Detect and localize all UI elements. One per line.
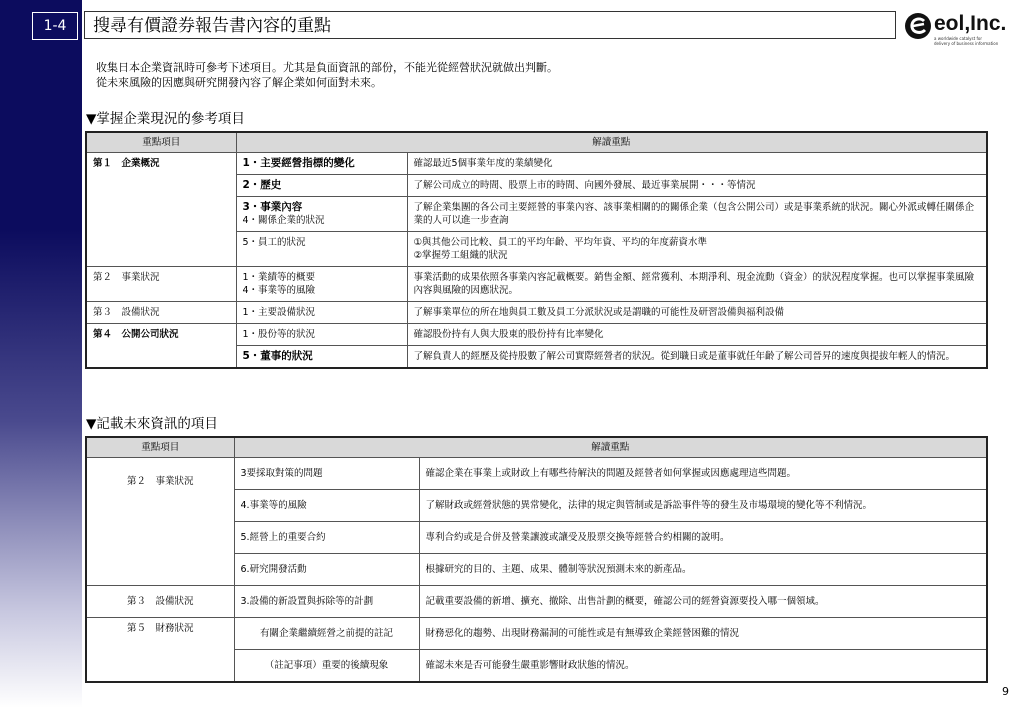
desc-cell: 確認最近5個事業年度的業績變化 — [407, 153, 987, 175]
header-item: 重點項目 — [86, 437, 234, 458]
table-row — [86, 324, 987, 346]
group-label: 第４ 公開公司狀況 — [86, 324, 236, 369]
desc-cell: 根據研究的目的、主題、成果、體制等狀況預測未來的新產品。 — [419, 553, 987, 585]
desc-cell: 確認企業在事業上或財政上有哪些待解決的問題及經營者如何掌握或因應處理這些問題。 — [419, 458, 987, 490]
section-title-current: ▼掌握企業現況的參考項目 — [86, 111, 245, 127]
item-cell: 5・董事的狀況 — [236, 346, 407, 369]
item-cell: （註記事項）重要的後續現象 — [234, 649, 419, 682]
logo-wordmark: eol,Inc. — [934, 12, 1007, 35]
item-line: 3・事業內容 — [242, 201, 303, 213]
header-desc: 解讀重點 — [236, 132, 987, 153]
group-label: 第３ 設備狀況 — [86, 302, 236, 324]
desc-cell: 了解財政或經營狀態的異常變化，法律的規定與管制或是訴訟事件等的發生及市場環境的變化等不利情況。 — [419, 489, 987, 521]
desc-cell: 了解公司成立的時間、股票上市的時間、向國外發展、最近事業展開・・・等情況 — [407, 175, 987, 197]
section-number-badge: 1-4 — [32, 12, 78, 40]
item-cell: 6.研究開發活動 — [234, 553, 419, 585]
header-item: 重點項目 — [86, 132, 236, 153]
desc-cell: 了解企業集團的各公司主要經營的事業內容、該事業相關的的關係企業（包含公開公司）或是事業系統的狀況。關心外派或轉任關係企業的人可以進一步查詢 — [407, 197, 987, 232]
table-row — [86, 585, 987, 617]
table-row — [86, 458, 987, 490]
intro-line-2: 從未來風險的因應與研究開發內容了解企業如何面對未來。 — [96, 76, 382, 89]
desc-cell: 確認未來是否可能發生嚴重影響財政狀態的情況。 — [419, 649, 987, 682]
page-number: 9 — [1002, 685, 1009, 698]
item-cell: 1・股份等的狀況 — [236, 324, 407, 346]
item-cell: 1・主要設備狀況 — [236, 302, 407, 324]
company-logo — [904, 8, 1014, 44]
item-cell: 3要採取對策的問題 — [234, 458, 419, 490]
item-cell: 2・歷史 — [236, 175, 407, 197]
item-line: 1・業績等的概要 — [242, 272, 316, 283]
table-row — [86, 617, 987, 649]
item-line: 4・關係企業的狀況 — [242, 215, 325, 226]
table-header-row — [86, 132, 987, 153]
item-cell: 有關企業繼續經營之前提的註記 — [234, 617, 419, 649]
intro-text — [96, 60, 558, 90]
sidebar-gradient — [0, 230, 82, 708]
table-header-row — [86, 437, 987, 458]
desc-cell: 財務惡化的趨勢、出現財務漏洞的可能性或是有無導致企業經營困難的情況 — [419, 617, 987, 649]
item-cell: 3.設備的新設置與拆除等的計劃 — [234, 585, 419, 617]
item-cell: 4.事業等的風險 — [234, 489, 419, 521]
section-title-future: ▼記載未來資訊的項目 — [86, 416, 218, 432]
header-desc: 解讀重點 — [234, 437, 987, 458]
logo-mark-icon — [904, 12, 932, 40]
item-cell: 5・員工的狀況 — [236, 232, 407, 267]
desc-cell: 了解負責人的經歷及從持股數了解公司實際經營者的狀況。從到職日或是董事就任年齡了解公司晉昇的速度與提拔年輕人的情況。 — [407, 346, 987, 369]
intro-line-1: 收集日本企業資訊時可參考下述項目。尤其是負面資訊的部份，不能光從經營狀況就做出判斷。 — [96, 61, 558, 74]
desc-cell: 事業活動的成果依照各事業內容記載概要。銷售金額、經常獲利、本期淨利、現金流動（資金）的狀況程度掌握。也可以掌握事業風險內容與風險的因應狀況。 — [407, 267, 987, 302]
future-info-table — [85, 436, 988, 683]
desc-line: ①與其他公司比較、員工的平均年齡、平均年資、平均的年度薪資水準 — [413, 237, 708, 248]
table-row — [86, 153, 987, 175]
desc-cell: 記載重要設備的新增、擴充、撤除、出售計劃的概要，確認公司的經營資源要投入哪一個領域。 — [419, 585, 987, 617]
current-status-table — [85, 131, 988, 369]
desc-cell — [407, 232, 987, 267]
item-cell: 5.經營上的重要合約 — [234, 521, 419, 553]
desc-cell: 專利合約或是合併及營業讓渡或讓受及股票交換等經營合約相關的說明。 — [419, 521, 987, 553]
group-label: 第２ 事業狀況 — [86, 458, 234, 586]
page-title: 搜尋有價證券報告書內容的重點 — [84, 11, 896, 39]
group-label: 第５ 財務狀況 — [86, 617, 234, 682]
group-label: 第１ 企業概況 — [86, 153, 236, 267]
item-cell: 1・主要經營指標的變化 — [236, 153, 407, 175]
item-cell — [236, 197, 407, 232]
desc-cell: 確認股份持有人與大股東的股份持有比率變化 — [407, 324, 987, 346]
desc-line: ②掌握勞工組織的狀況 — [413, 250, 508, 261]
table-row — [86, 267, 987, 302]
logo-tagline: a worldwide catalyst for delivery of business information — [934, 36, 999, 46]
group-label: 第３ 設備狀況 — [86, 585, 234, 617]
item-line: 4・事業等的風險 — [242, 285, 316, 296]
item-cell — [236, 267, 407, 302]
group-label: 第２ 事業狀況 — [86, 267, 236, 302]
table-row — [86, 302, 987, 324]
desc-cell: 了解事業單位的所在地與員工數及員工分派狀況或是謂職的可能性及研習設備與福利設備 — [407, 302, 987, 324]
